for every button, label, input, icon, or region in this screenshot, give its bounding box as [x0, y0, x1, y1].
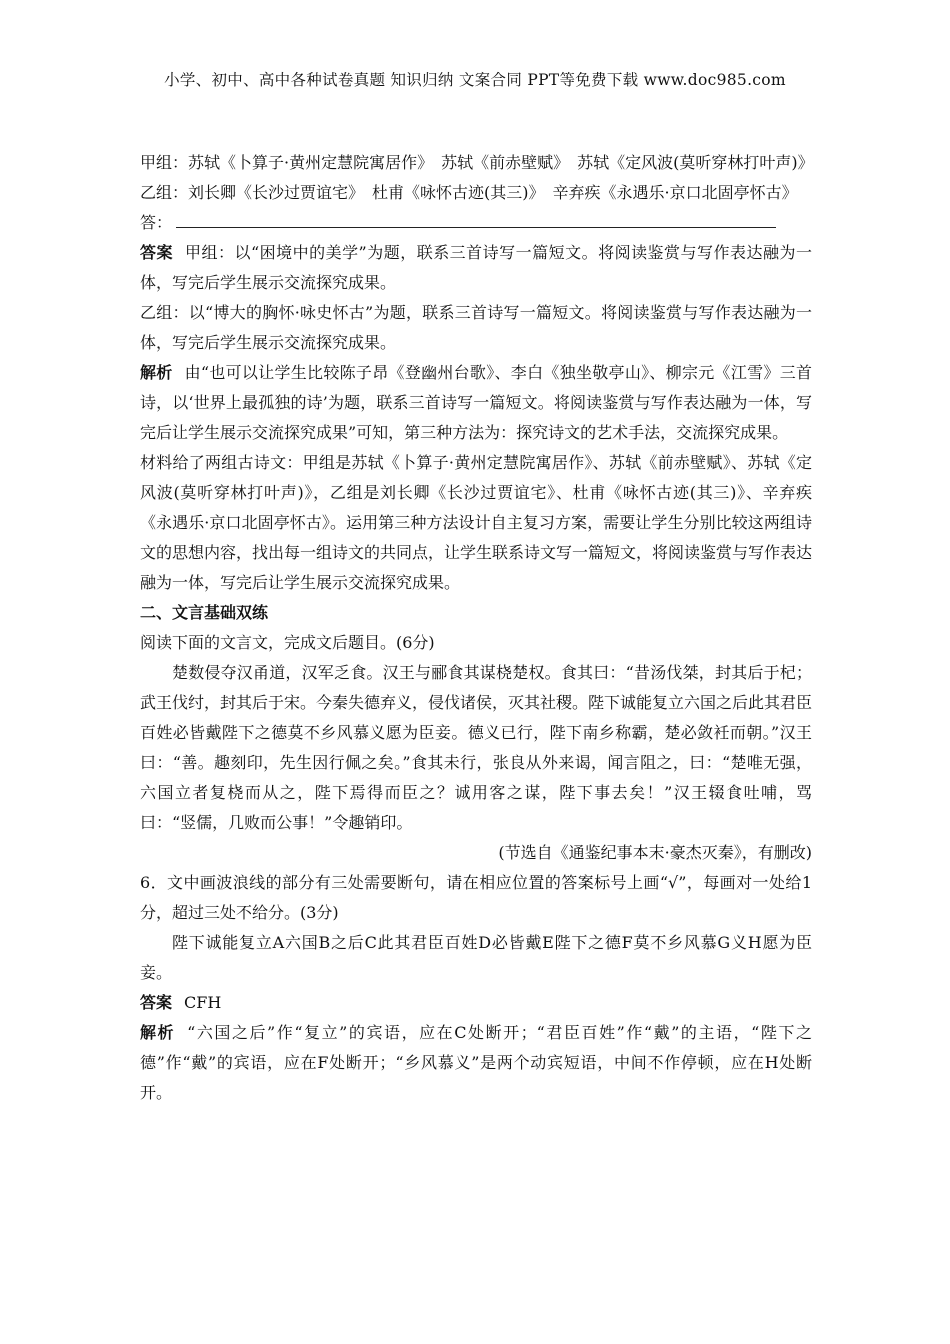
answer-blank-line: [140, 208, 812, 238]
group-yi-line: 乙组：刘长卿《长沙过贾谊宅》 杜甫《咏怀古迹(其三)》 辛弃疾《永遇乐·京口北固亭怀古》: [140, 183, 798, 202]
section-heading: 二、文言基础双练: [140, 603, 269, 622]
answer-blank[interactable]: [176, 209, 776, 228]
q5-analysis-p1: [140, 358, 812, 448]
passage-source: (节选自《通鉴纪事本末·豪杰灭秦》，有删改): [498, 843, 812, 862]
q5-answer-jia-text: 甲组：以“困境中的美学”为题，联系三首诗写一篇短文。将阅读鉴赏与写作表达融为一体，写完后学生展示交流探究成果。: [140, 243, 812, 292]
document-body: [140, 148, 812, 1108]
q6-answer-label: 答案: [140, 993, 173, 1012]
q5-answer-jia: [140, 238, 812, 298]
q6-analysis-label: 解析: [140, 1023, 176, 1042]
reading-instruction: 阅读下面的文言文，完成文后题目。(6分): [140, 633, 435, 652]
q5-analysis-p1-text: 由“也可以让学生比较陈子昂《登幽州台歌》、李白《独坐敬亭山》、柳宗元《江雪》三首诗，以‘世界上最孤独的诗’为题，联系三首诗写一篇短文。将阅读鉴赏与写作表达融为一体，写完后让学生展示交流探究成果”可知，第三种方法为：探究诗文的艺术手法，交流探究成果。: [140, 363, 812, 442]
q6-answer-text: CFH: [184, 993, 222, 1012]
q5-analysis-p2: 材料给了两组古诗文：甲组是苏轼《卜算子·黄州定慧院寓居作》、苏轼《前赤壁赋》、苏轼《定风波(莫听穿林打叶声)》，乙组是刘长卿《长沙过贾谊宅》、杜甫《咏怀古迹(其三)》、辛弃疾《永遇乐·京口北固亭怀古》。运用第三种方法设计自主复习方案，需要让学生分别比较这两组诗文的思想内容，找出每一组诗文的共同点，让学生联系诗文写一篇短文，将阅读鉴赏与写作表达融为一体，写完后让学生展示交流探究成果。: [140, 453, 813, 592]
group-jia-line: 甲组：苏轼《卜算子·黄州定慧院寓居作》 苏轼《前赤壁赋》 苏轼《定风波(莫听穿林打叶声)》: [140, 153, 814, 172]
q5-answer-yi: 乙组：以“博大的胸怀·咏史怀古”为题，联系三首诗写一篇短文。将阅读鉴赏与写作表达融为一体，写完后学生展示交流探究成果。: [140, 303, 812, 352]
analysis-label: 解析: [140, 363, 173, 382]
classical-passage: 楚数侵夺汉甬道，汉军乏食。汉王与郦食其谋桡楚权。食其曰：“昔汤伐桀，封其后于杞；武王伐纣，封其后于宋。今秦失德弃义，侵伐诸侯，灭其社稷。陛下诚能复立六国之后此其君臣百姓必皆戴陛下之德莫不乡风慕义愿为臣妾。德义已行，陛下南乡称霸，楚必敛衽而朝。”汉王曰：“善。趣刻印，先生因行佩之矣。”食其未行，张良从外来谒，闻言阻之，曰：“楚唯无强，六国立者复桡而从之，陛下焉得而臣之？诚用客之谋，陛下事去矣！”汉王辍食吐哺，骂曰：“竖儒，几败而公事！”令趣销印。: [140, 663, 813, 832]
answer-label: 答案: [140, 243, 173, 262]
page-header: 小学、初中、高中各种试卷真题 知识归纳 文案合同 PPT等免费下载 www.doc985.com: [164, 71, 786, 89]
q6-analysis-text: “六国之后”作“复立”的宾语，应在C处断开；“君臣百姓”作“戴”的主语，“陛下之德”作“戴”的宾语，应在F处断开；“乡风慕义”是两个动宾短语，中间不作停顿，应在H处断开。: [140, 1023, 812, 1102]
q6-answer: [140, 988, 812, 1018]
q6-sentence: 陛下诚能复立A六国B之后C此其君臣百姓D必皆戴E陛下之德F莫不乡风慕G义H愿为臣妾。: [140, 933, 812, 982]
q6-analysis: [140, 1018, 812, 1108]
q6-question: 6．文中画波浪线的部分有三处需要断句，请在相应位置的答案标号上画“√”，每画对一处给1分，超过三处不给分。(3分): [140, 873, 812, 922]
answer-blank-label: 答：: [140, 213, 173, 232]
